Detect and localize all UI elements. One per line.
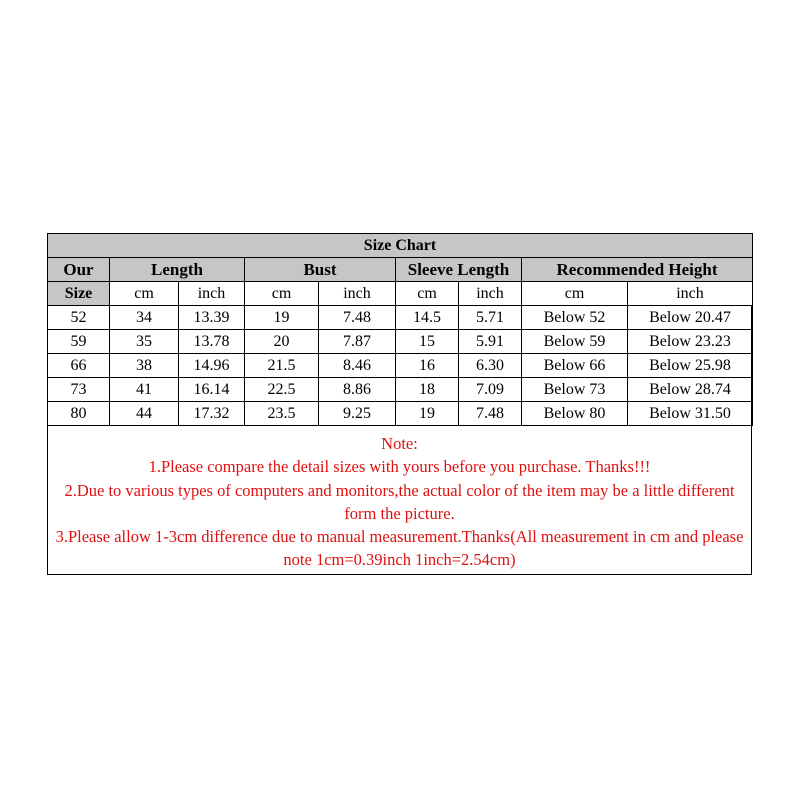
table-cell: 14.96 [179, 354, 245, 378]
header-sleeve-length: Sleeve Length [396, 258, 522, 282]
size-chart-table [47, 233, 753, 426]
table-cell: 23.5 [245, 402, 319, 426]
table-cell: Below 73 [522, 378, 628, 402]
table-cell: 16.14 [179, 378, 245, 402]
table-title: Size Chart [48, 234, 753, 258]
table-cell: Below 25.98 [628, 354, 753, 378]
table-cell: 19 [245, 306, 319, 330]
header-our: Our [48, 258, 110, 282]
table-cell: Below 52 [522, 306, 628, 330]
table-cell: 5.91 [459, 330, 522, 354]
unit-cell: cm [245, 282, 319, 306]
header-bust: Bust [245, 258, 396, 282]
table-cell: Below 20.47 [628, 306, 753, 330]
table-cell: 52 [48, 306, 110, 330]
table-cell: 6.30 [459, 354, 522, 378]
table-cell: 8.46 [319, 354, 396, 378]
table-cell: 15 [396, 330, 459, 354]
table-cell: 19 [396, 402, 459, 426]
note-line-2: 2.Due to various types of computers and monitors,the actual color of the item may be a little different form the picture. [64, 480, 735, 523]
table-cell: 59 [48, 330, 110, 354]
table-cell: 7.87 [319, 330, 396, 354]
notes-section [48, 425, 751, 574]
table-row [48, 306, 753, 330]
table-cell: 13.78 [179, 330, 245, 354]
table-cell: 22.5 [245, 378, 319, 402]
table-cell: Below 80 [522, 402, 628, 426]
header-length: Length [110, 258, 245, 282]
header-size: Size [48, 282, 110, 306]
table-cell: 16 [396, 354, 459, 378]
table-cell: 21.5 [245, 354, 319, 378]
table-cell: 66 [48, 354, 110, 378]
table-row [48, 378, 753, 402]
table-cell: 7.48 [459, 402, 522, 426]
unit-cell: inch [459, 282, 522, 306]
unit-cell: cm [522, 282, 628, 306]
table-cell: 14.5 [396, 306, 459, 330]
unit-cell: inch [179, 282, 245, 306]
size-chart [47, 233, 752, 575]
unit-cell: inch [628, 282, 753, 306]
table-cell: Below 59 [522, 330, 628, 354]
unit-cell: inch [319, 282, 396, 306]
table-cell: 7.09 [459, 378, 522, 402]
table-cell: 41 [110, 378, 179, 402]
title-row [48, 234, 753, 258]
table-cell: 8.86 [319, 378, 396, 402]
table-cell: 9.25 [319, 402, 396, 426]
table-cell: 73 [48, 378, 110, 402]
unit-cell: cm [396, 282, 459, 306]
unit-row [48, 282, 753, 306]
table-cell: 17.32 [179, 402, 245, 426]
note-line-3: 3.Please allow 1-3cm difference due to manual measurement.Thanks(All measurement in cm and please note 1cm=0.39inch 1inch=2.54cm) [55, 527, 744, 570]
table-cell: 35 [110, 330, 179, 354]
table-cell: Below 28.74 [628, 378, 753, 402]
note-heading: Note: [381, 434, 418, 453]
table-cell: 44 [110, 402, 179, 426]
table-cell: 34 [110, 306, 179, 330]
table-row [48, 330, 753, 354]
table-cell: 80 [48, 402, 110, 426]
header-row [48, 258, 753, 282]
table-cell: 20 [245, 330, 319, 354]
table-cell: 38 [110, 354, 179, 378]
table-cell: Below 31.50 [628, 402, 753, 426]
table-cell: Below 23.23 [628, 330, 753, 354]
table-cell: 13.39 [179, 306, 245, 330]
table-row [48, 354, 753, 378]
table-row [48, 402, 753, 426]
note-line-1: 1.Please compare the detail sizes with yours before you purchase. Thanks!!! [148, 457, 651, 477]
table-cell: 7.48 [319, 306, 396, 330]
table-cell: 5.71 [459, 306, 522, 330]
header-recommended-height: Recommended Height [522, 258, 753, 282]
table-cell: Below 66 [522, 354, 628, 378]
unit-cell: cm [110, 282, 179, 306]
table-cell: 18 [396, 378, 459, 402]
